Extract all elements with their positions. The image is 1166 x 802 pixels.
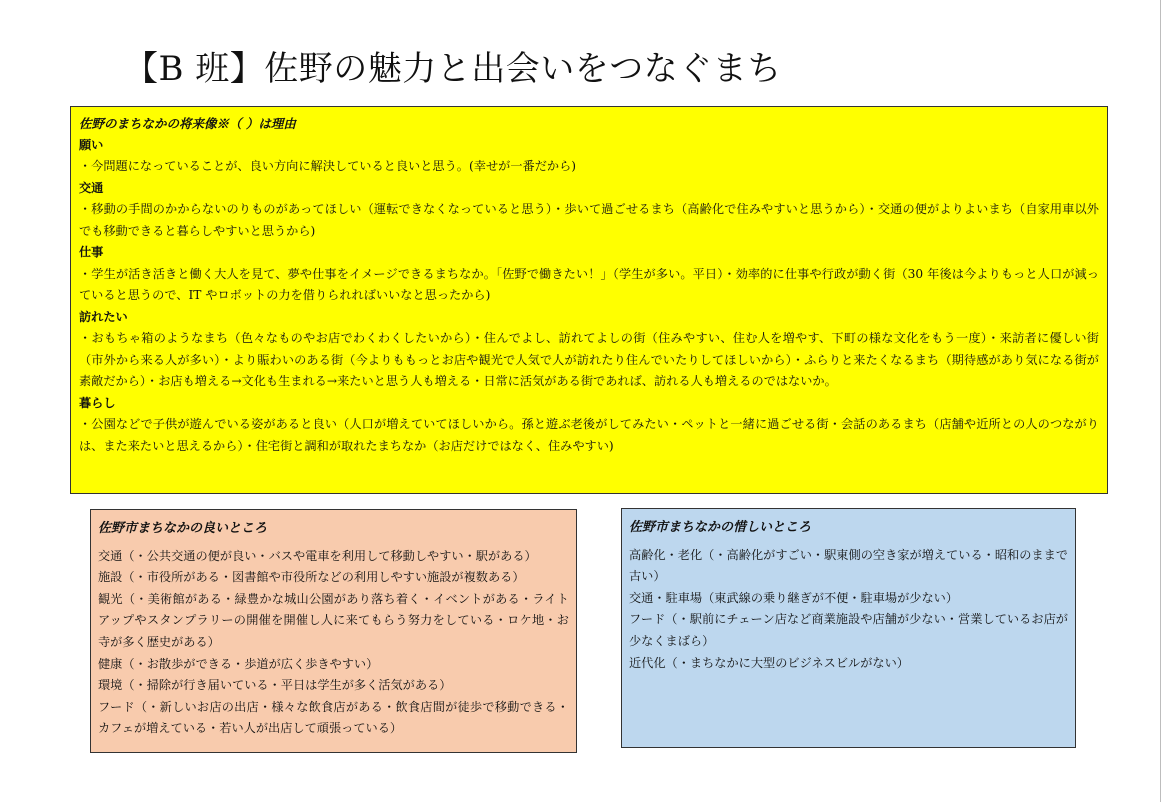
page-title: 【B 班】佐野の魅力と出会いをつなぐまち: [124, 49, 782, 89]
good-point-item: 健康（・お散歩ができる・歩道が広く歩きやすい）: [98, 656, 379, 671]
regret-point-item: 高齢化・老化（・高齢化がすごい・駅東側の空き家が増えている・昭和のままで古い）: [629, 547, 1068, 584]
category-text-transport: ・移動の手間のかからないのりものがあってほしい（運転できなくなっていると思う）・歩いて過ごせるまち（高齢化で住みやすいと思うから）・交通の便がよりよいまち（自家用車以外でも移動できると暮らしやすいと思うから): [79, 202, 1099, 238]
regret-point-item: 近代化（・まちなかに大型のビジネスビルがない）: [629, 655, 909, 670]
category-text-work: ・学生が活き活きと働く大人を見て、夢や仕事をイメージできるまちなか。｢佐野で働きたい！｣（学生が多い。平日）・効率的に仕事や行政が動く街（30 年後は今よりもっと人口が減っていると思うので、IT やロボットの力を借りられればいいなと思ったから): [79, 266, 1099, 302]
good-points-box: [90, 509, 577, 753]
category-heading-transport: 交通: [79, 180, 104, 195]
category-heading-work: 仕事: [79, 245, 104, 259]
regret-points-heading: 佐野市まちなかの惜しいところ: [629, 520, 812, 535]
future-vision-heading: 佐野のまちなかの将来像※（ ）は理由: [79, 116, 296, 131]
regret-point-item: 交通・駐車場（東武線の乗り継ぎが不便・駐車場が少ない）: [629, 590, 959, 605]
good-point-item: 観光（・美術館がある・緑豊かな城山公園があり落ち着く・イベントがある・ライトアップやスタンプラリーの開催を開催し人に来てもらう努力をしている・ロケ地・お寺が多く歴史がある）: [98, 591, 569, 649]
page-edge-divider: [1160, 0, 1161, 802]
category-text-wish: ・今問題になっていることが、良い方向に解決していると良いと思う。(幸せが一番だから): [79, 159, 577, 173]
good-point-item: 施設（・市役所がある・図書館や市役所などの利用しやすい施設が複数ある）: [98, 570, 525, 585]
good-points-heading: 佐野市まちなかの良いところ: [98, 521, 268, 536]
good-point-item: 交通（・公共交通の便が良い・バスや電車を利用して移動しやすい・駅がある）: [98, 548, 537, 563]
future-vision-box: [70, 106, 1108, 494]
regret-point-item: フード（・駅前にチェーン店など商業施設や店舗が少ない・営業しているお店が少なくまばら）: [629, 612, 1068, 648]
category-heading-wish: 願い: [79, 137, 104, 152]
category-heading-visit: 訪れたい: [79, 309, 128, 324]
good-point-item: 環境（・掃除が行き届いている・平日は学生が多く活気がある）: [98, 678, 452, 693]
regret-points-box: [621, 508, 1076, 748]
good-point-item: フード（・新しいお店の出店・様々な飲食店がある・飲食店間が徒歩で移動できる・カフェが増えている・若い人が出店して頑張っている）: [98, 699, 569, 736]
category-text-living: ・公園などで子供が遊んでいる姿があると良い（人口が増えていてほしいから。孫と遊ぶ老後がしてみたい・ペットと一緒に過ごせる街・会話のあるまち（店舗や近所との人のつながりは、また来たいと思えるから）・住宅街と調和が取れたまちなか（お店だけではなく、住みやすい): [79, 417, 1099, 453]
category-heading-living: 暮らし: [79, 395, 116, 410]
category-text-visit: ・おもちゃ箱のようなまち（色々なものやお店でわくわくしたいから）・住んでよし、訪れてよしの街（住みやすい、住む人を増やす、下町の様な文化をもう一度）・来訪者に優しい街（市外から来る人が多い）・より賑わいのある街（今よりももっとお店や観光で人気で人が訪れたり住んでいたりしてほしいから）・ふらりと来たくなるまち（期待感があり気になる街が素敵だから）・お店も増える→文化も生まれる→来たいと思う人も増える・日常に活気がある街であれば、訪れる人も増えるのではないか。: [79, 331, 1099, 388]
